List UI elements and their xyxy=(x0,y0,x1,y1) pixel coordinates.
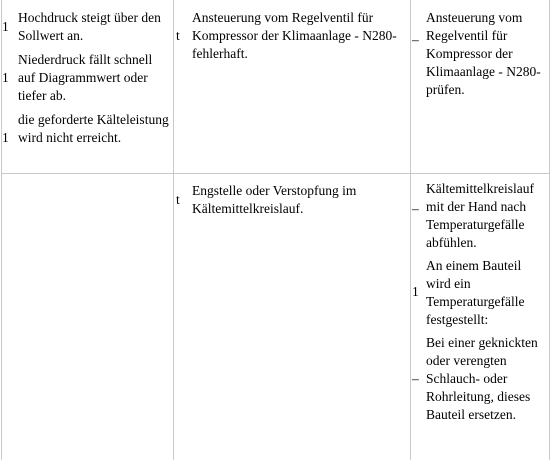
list-item xyxy=(2,111,170,147)
list-item xyxy=(412,257,548,329)
list-marker: 1 xyxy=(2,130,9,145)
symptom-text: die geforderte Kälteleistung wird nicht erreicht. xyxy=(18,112,169,145)
table-cell-remedy xyxy=(412,9,548,103)
list-item xyxy=(176,9,404,63)
list-item xyxy=(176,182,404,218)
remedy-text: Ansteuerung vom Regelventil für Kompressor der Klimaanlage - N280- prüfen. xyxy=(426,10,541,97)
list-item xyxy=(2,51,170,105)
row-divider xyxy=(1,173,550,174)
column-divider xyxy=(410,0,411,460)
list-marker: – xyxy=(412,371,419,386)
table-cell-symptom xyxy=(2,9,170,151)
list-marker: 1 xyxy=(2,70,9,85)
list-marker: – xyxy=(412,32,419,47)
list-marker: – xyxy=(412,201,419,216)
list-item xyxy=(2,9,170,45)
list-item xyxy=(412,334,548,424)
symptom-text: Niederdruck fällt schnell auf Diagrammwert oder tiefer ab. xyxy=(18,52,153,103)
table-cell-remedy xyxy=(412,180,548,428)
symptom-text: Hochdruck steigt über den Sollwert an. xyxy=(18,10,161,43)
list-marker: 1 xyxy=(2,19,9,34)
table-cell-cause xyxy=(176,9,404,67)
table-cell-cause xyxy=(176,182,404,222)
list-marker: 1 xyxy=(412,284,419,299)
list-marker: t xyxy=(176,192,180,207)
remedy-text: Bei einer geknickten oder verengten Schlauch- oder Rohrleitung, dieses Bauteil ersetzen. xyxy=(426,335,538,422)
remedy-text: Kältemittelkreislauf mit der Hand nach Temperaturgefälle abfühlen. xyxy=(426,181,534,250)
table-border-right xyxy=(549,0,550,460)
list-item xyxy=(412,9,548,99)
cause-text: Engstelle oder Verstopfung im Kältemittelkreislauf. xyxy=(192,183,357,216)
column-divider xyxy=(173,0,174,460)
remedy-text: An einem Bauteil wird ein Temperaturgefälle festgestellt: xyxy=(426,258,525,327)
cause-text: Ansteuerung vom Regelventil für Kompressor der Klimaanlage - N280- fehlerhaft. xyxy=(192,10,397,61)
list-marker: t xyxy=(176,28,180,43)
list-item xyxy=(412,180,548,252)
